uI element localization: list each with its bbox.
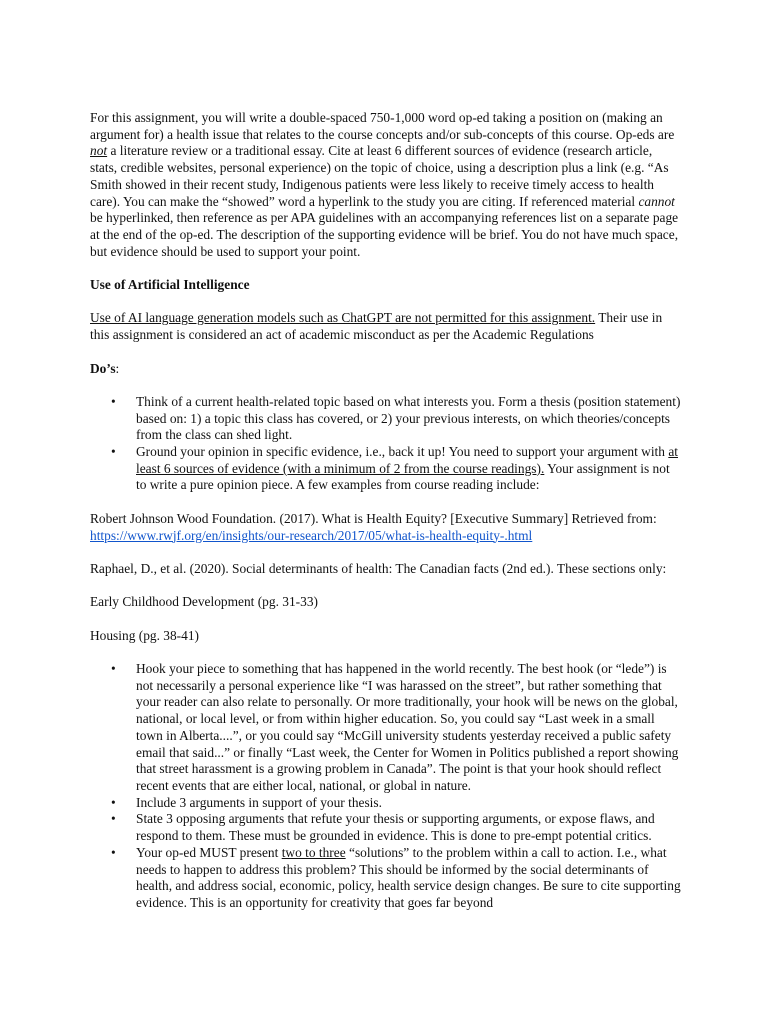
- list-item-underlined: at least 6 sources of evidence (with a minimum of 2 from the course readings).: [136, 444, 678, 476]
- list-item-text: “solutions” to the problem within a call to action. I.e., what needs to happen to address this problem? This should be informed by the social determinants of health, and address social, economic, policy, health service design changes. Be sure to cite supporting evidence. This is an opportunity for creativity that goes far beyond: [136, 844, 681, 910]
- list-item-text: Your op-ed MUST present: [136, 844, 282, 860]
- list-item-text: State 3 opposing arguments that refute your thesis or supporting arguments, or expose flaws, and respond to them. These must be grounded in evidence. This is done to pre-empt potential critics.: [136, 811, 655, 844]
- list-item-text: Include 3 arguments in support of your thesis.: [136, 794, 382, 810]
- reference-rwjf: [90, 511, 682, 544]
- list-item: [90, 661, 682, 795]
- list-item: [90, 444, 682, 494]
- bullet-icon: •: [111, 811, 116, 827]
- bullet-icon: •: [111, 844, 116, 860]
- bullet-icon: •: [111, 794, 116, 810]
- section-housing: Housing (pg. 38-41): [90, 627, 199, 643]
- ai-policy-rest: Their use in this assignment is considered an act of academic misconduct as per the Academic Regulations: [90, 310, 663, 343]
- bullet-icon: •: [111, 393, 116, 409]
- list-item-text: Hook your piece to something that has happened in the world recently. The best hook (or “lede”) is not necessarily a personal experience like “I was harassed on the street”, but rather something that your reader can also relate to personally. Or more traditionally, your hook will be news on the global, national, or local level, or from within higher education. So, you could say “Last week in a small town in Alberta....”, or you could say “McGill university students yesterday received a public safety email that said...” or finally “Last week, the Center for Women in Politics published a report showing that street harassment is a growing problem in Canada”. The point is that your hook should reflect recent events that are either local, national, or global in nature.: [136, 661, 679, 793]
- reference-rwjf-link[interactable]: https://www.rwjf.org/en/insights/our-research/2017/05/what-is-health-equity-.html: [90, 527, 533, 543]
- list-item-text: Think of a current health-related topic based on what interests you. Form a thesis (position statement) based on: 1) a topic this class has covered, or 2) your previous interests, on which theories/concepts from the class can shed light.: [136, 393, 681, 443]
- bullet-icon: •: [111, 661, 116, 677]
- ai-paragraph: [90, 310, 682, 343]
- requirements-list: [90, 661, 682, 912]
- list-item: [90, 394, 682, 444]
- dos-heading: [90, 361, 682, 378]
- ai-heading: Use of Artificial Intelligence: [90, 277, 250, 293]
- reference-rwjf-text: Robert Johnson Wood Foundation. (2017). What is Health Equity? [Executive Summary] Retrieved from:: [90, 510, 657, 526]
- intro-text-1: For this assignment, you will write a double-spaced 750-1,000 word op-ed taking a position on (making an argument for) a health issue that relates to the course concepts and/or sub-concepts of this course. Op-eds are: [90, 110, 675, 142]
- intro-emphasis-not: not: [90, 143, 108, 159]
- list-item-underlined: two to three: [281, 844, 346, 860]
- document-body: [90, 110, 682, 928]
- list-item: [90, 811, 682, 844]
- reference-raphael: Raphael, D., et al. (2020). Social determinants of health: The Canadian facts (2nd ed.). These sections only:: [90, 560, 667, 576]
- bullet-icon: •: [111, 444, 116, 459]
- section-early-childhood: Early Childhood Development (pg. 31-33): [90, 594, 318, 610]
- intro-paragraph: [90, 110, 682, 260]
- dos-list: [90, 394, 682, 494]
- list-item: [90, 845, 682, 912]
- dos-heading-label: Do’s: [90, 360, 116, 376]
- dos-heading-colon: :: [115, 360, 120, 376]
- intro-text-3: be hyperlinked, then reference as per APA guidelines with an accompanying references list on a separate page at the end of the op-ed. The description of the supporting evidence will be brief. You do not have much space, but evidence should be used to support your point.: [90, 210, 679, 259]
- intro-emphasis-cannot: cannot: [638, 193, 675, 209]
- list-item-text: Your assignment is not to write a pure opinion piece. A few examples from course reading include:: [136, 460, 670, 493]
- intro-text-2: a literature review or a traditional essay. Cite at least 6 different sources of evidence (research article, stats, credible websites, personal experience) on the topic of choice, using a description plus a link (e.g. “As Smith showed in their recent study, Indigenous patients were less likely to receive timely access to health care). You can make the “showed” word a hyperlink to the study you are citing. If referenced material: [90, 143, 669, 209]
- list-item: [90, 795, 682, 812]
- ai-policy-underlined: Use of AI language generation models such as ChatGPT are not permitted for this assignment.: [90, 310, 596, 326]
- list-item-text: Ground your opinion in specific evidence, i.e., back it up! You need to support your argument with: [136, 444, 669, 459]
